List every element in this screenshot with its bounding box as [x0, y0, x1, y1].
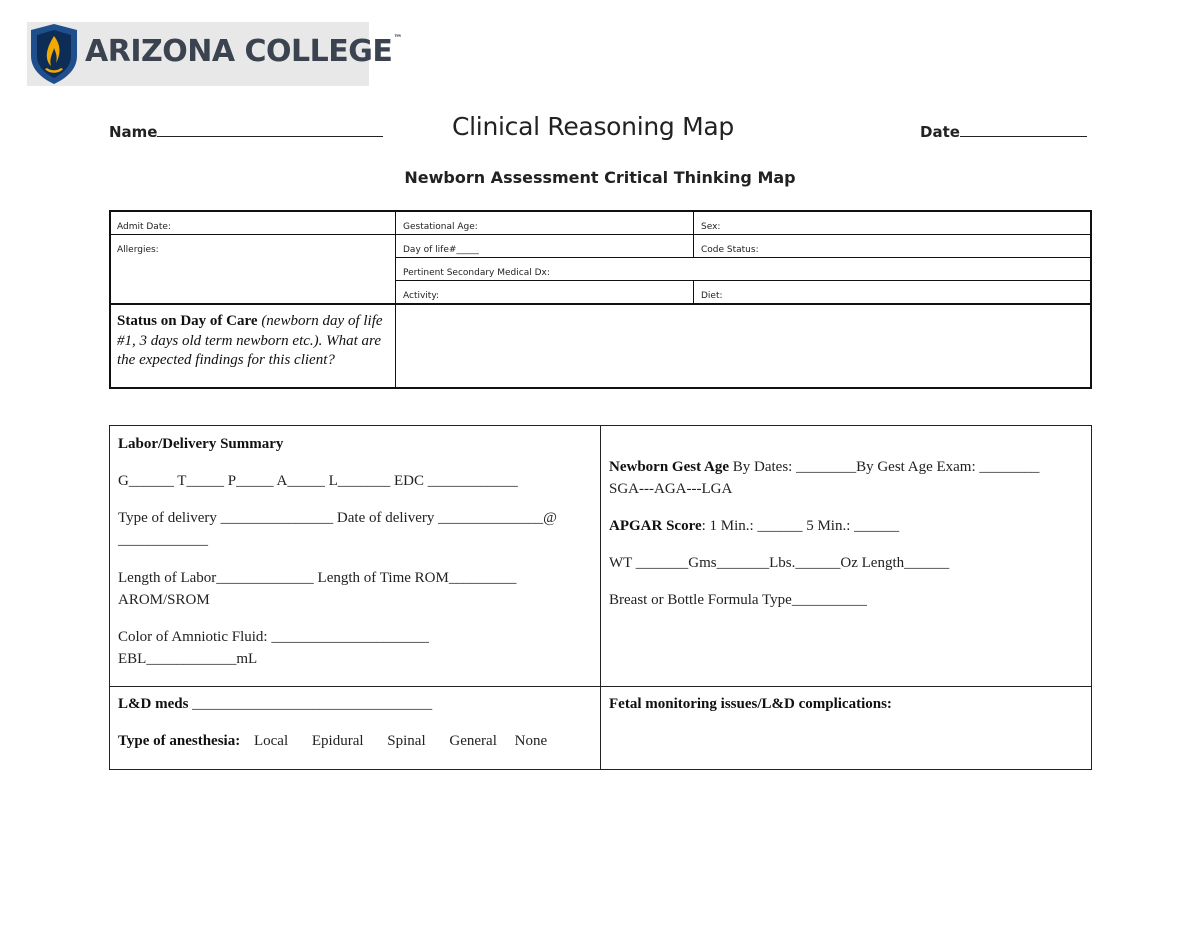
name-label: Name	[109, 123, 158, 141]
activity-label: Activity:	[403, 291, 440, 301]
page-title: Clinical Reasoning Map	[452, 112, 734, 141]
delivery-time-line[interactable]: ____________	[118, 532, 208, 548]
pertinent-dx-label: Pertinent Secondary Medical Dx:	[403, 268, 550, 278]
arom-srom: AROM/SROM	[118, 592, 210, 608]
anesthesia-line: Type of anesthesia: Local Epidural Spinal General None	[118, 733, 548, 749]
code-status-label: Code Status:	[701, 245, 759, 255]
name-field[interactable]	[109, 122, 383, 141]
shield-flame-icon	[27, 22, 85, 86]
admit-date-label: Admit Date:	[117, 222, 171, 232]
sga-aga-lga: SGA---AGA---LGA	[609, 481, 733, 497]
anesthesia-none[interactable]: None	[514, 733, 548, 749]
name-input-line[interactable]	[157, 122, 383, 137]
fetal-monitoring-label: Fetal monitoring issues/L&D complications:	[609, 696, 892, 712]
arizona-college-logo	[27, 22, 402, 86]
labor-length-line[interactable]: Length of Labor_____________ Length of Time ROM_________	[118, 570, 517, 586]
anesthesia-general[interactable]: General	[449, 733, 497, 749]
delivery-line[interactable]: Type of delivery _______________ Date of delivery ______________@	[118, 510, 557, 526]
ebl-line[interactable]: EBL____________mL	[118, 651, 258, 667]
weight-length-line[interactable]: WT _______Gms_______Lbs.______Oz Length______	[609, 555, 950, 571]
subtitle: Newborn Assessment Critical Thinking Map	[404, 168, 796, 187]
status-response-area[interactable]	[397, 305, 1090, 387]
ld-summary-title: Labor/Delivery Summary	[118, 436, 284, 452]
date-label: Date	[920, 123, 960, 141]
labor-delivery-table	[109, 425, 1092, 770]
anesthesia-local[interactable]: Local	[253, 733, 289, 749]
date-input-line[interactable]	[960, 122, 1087, 137]
amniotic-fluid-line[interactable]: Color of Amniotic Fluid: _____________________	[118, 629, 429, 645]
newborn-gest-age-line[interactable]: Newborn Gest Age By Dates: ________By Gest Age Exam: ________	[609, 459, 1040, 475]
allergies-label: Allergies:	[117, 245, 159, 255]
gestational-age-label: Gestational Age:	[403, 222, 478, 232]
logo-text: ARIZONA COLLEGE™	[85, 34, 402, 69]
anesthesia-epidural[interactable]: Epidural	[311, 733, 364, 749]
sex-label: Sex:	[701, 222, 721, 232]
day-of-life-label: Day of life#_____	[403, 245, 479, 255]
apgar-score-line[interactable]: APGAR Score: 1 Min.: ______ 5 Min.: ______	[609, 518, 900, 534]
anesthesia-spinal[interactable]: Spinal	[387, 733, 426, 749]
feeding-line[interactable]: Breast or Bottle Formula Type__________	[609, 592, 867, 608]
ld-meds-line[interactable]: L&D meds ________________________________	[118, 696, 433, 712]
date-field[interactable]	[920, 122, 1087, 141]
status-on-day-of-care: Status on Day of Care (newborn day of life #1, 3 days old term newborn etc.). What are the expected findings for this client?	[117, 313, 383, 368]
gtpal-line[interactable]: G______ T_____ P_____ A_____ L_______ EDC ____________	[118, 473, 518, 489]
patient-info-table	[109, 210, 1092, 389]
diet-label: Diet:	[701, 291, 723, 301]
